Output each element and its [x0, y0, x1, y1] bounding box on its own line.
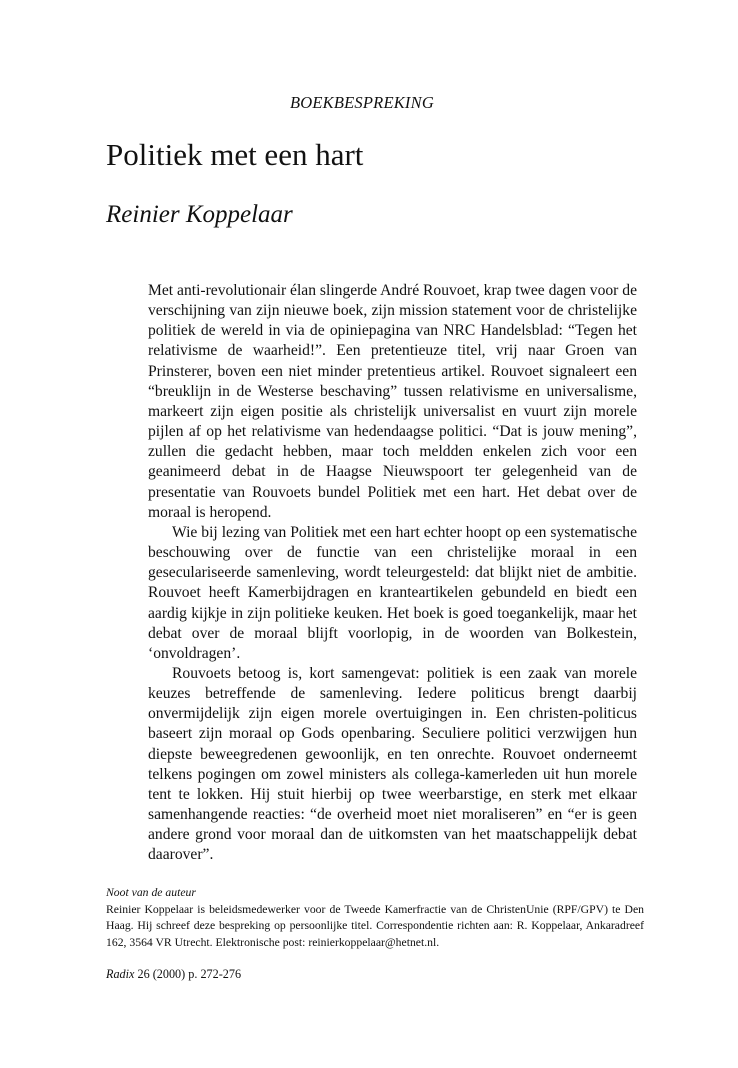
- body-paragraph-2: Wie bij lezing van Politiek met een hart echter hoopt op een systematische beschouwing over de functie van een christelijke moraal in een geseculariseerde samenleving, wordt teleurgesteld: dat blijkt niet de ambitie. Rouvoet heeft Kamerbijdragen en kranteartikelen gebundeld en biedt een aardig kijkje in zijn politieke keuken. Het boek is goed toegankelijk, maar het debat over de moraal blijft voorlopig, in de woorden van Bolkestein, ‘onvoldragen’.: [148, 523, 637, 662]
- article-title: Politiek met een hart: [106, 137, 364, 172]
- article-author: Reinier Koppelaar: [106, 201, 293, 228]
- article-body: [148, 281, 637, 866]
- author-note: [106, 885, 644, 951]
- author-note-heading: Noot van de auteur: [106, 886, 196, 899]
- journal-citation: 26 (2000) p. 272-276: [134, 967, 242, 981]
- author-note-text: Reinier Koppelaar is beleidsmedewerker voor de Tweede Kamerfractie van de ChristenUnie (RPF/GPV) te Den Haag. Hij schreef deze bespreking op persoonlijke titel. Correspondentie richten aan: R. Koppelaar, Ankaradreef 162, 3564 VR Utrecht. Elektronische post: reinierkoppelaar@hetnet.nl.: [106, 902, 644, 949]
- journal-name: Radix: [106, 967, 135, 981]
- section-label: BOEKBESPREKING: [290, 93, 434, 112]
- body-paragraph-3: Rouvoets betoog is, kort samengevat: politiek is een zaak van morele keuzes betreffende de samenleving. Iedere politicus brengt daarbij onvermijdelijk zijn eigen morele overtuigingen in. Een christen-politicus baseert zijn moraal op Gods openbaring. Seculiere politici verzwijgen hun diepste beweegredenen gewoonlijk, en ten onrechte. Rouvoet onderneemt telkens pogingen om zowel ministers als collega-kamerleden uit hun morele tent te lokken. Hij stuit hierbij op twee weerbarstige, en sterk met elkaar samenhangende reacties: “de overheid moet niet moraliseren” en “er is geen andere grond voor moraal dan de uitkomsten van het maatschappelijk debat daarover”.: [148, 664, 637, 864]
- body-paragraph-1: Met anti-revolutionair élan slingerde André Rouvoet, krap twee dagen voor de verschijning van zijn nieuwe boek, zijn mission statement voor de christelijke politiek de wereld in via de opiniepagina van NRC Handelsblad: “Tegen het relativisme de waarheid!”. Een pretentieuze titel, vrij naar Groen van Prinsterer, boven een niet minder pretentieus artikel. Rouvoet signaleert een “breuklijn in de Westerse beschaving” tussen relativisme en universalisme, markeert zijn eigen positie als christelijk universalist en vuurt zijn morele pijlen af op het relativisme van hedendaagse politici. “Dat is jouw mening”, zullen die gedacht hebben, maar toch meldden enkelen zich voor een geanimeerd debat in de Haagse Nieuwspoort ter gelegenheid van de presentatie van Rouvoets bundel Politiek met een hart. Het debat over de moraal is heropend.: [148, 282, 637, 521]
- citation-footer: [106, 967, 241, 982]
